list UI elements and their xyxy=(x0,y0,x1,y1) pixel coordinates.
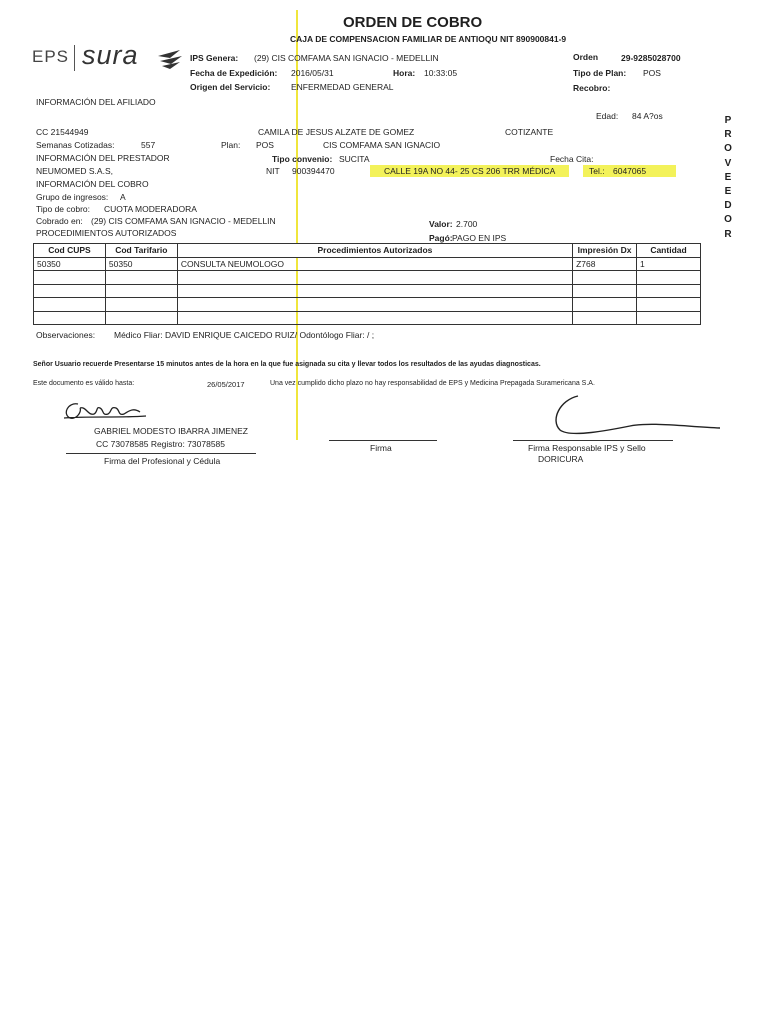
cell-cod-cups xyxy=(34,271,106,285)
ips-genera-value: (29) CIS COMFAMA SAN IGNACIO - MEDELLIN xyxy=(254,53,439,63)
document-subtitle: CAJA DE COMPENSACION FAMILIAR DE ANTIOQU NIT 890900841-9 xyxy=(290,34,567,44)
side-letter: D xyxy=(724,200,732,212)
cell-cod-tarifario xyxy=(105,271,177,285)
table-header-row xyxy=(34,244,701,258)
ips-signature-line xyxy=(513,440,673,441)
notice-text: Señor Usuario recuerde Presentarse 15 minutos antes de la hora en la que fue asignada su cita y llevar todos los resultados de las ayudas diagnosticas. xyxy=(33,361,541,368)
observaciones-value: Médico Fliar: DAVID ENRIQUE CAICEDO RUIZ/ Odontólogo Fliar: / ; xyxy=(114,330,375,340)
professional-signature-icon xyxy=(60,394,155,426)
prestador-section-title: INFORMACIÓN DEL PRESTADOR xyxy=(36,153,170,163)
cell-cod-tarifario xyxy=(105,284,177,298)
profesional-cc: CC 73078585 Registro: 73078585 xyxy=(96,439,226,449)
prestador-tel-value: 6047065 xyxy=(609,165,676,177)
origen-servicio-value: ENFERMEDAD GENERAL xyxy=(291,82,394,92)
ips-signature-icon xyxy=(530,390,725,440)
tipo-convenio-value: SUCITA xyxy=(339,154,370,164)
afiliado-cc: CC 21544949 xyxy=(36,127,89,137)
plan-label: Plan: xyxy=(221,140,241,150)
cell-impresion-dx xyxy=(573,284,637,298)
valor-label: Valor: xyxy=(429,219,453,229)
afiliado-nombre: CAMILA DE JESUS ALZATE DE GOMEZ xyxy=(258,127,415,137)
fecha-expedicion-label: Fecha de Expedición: xyxy=(190,68,278,78)
cell-procedimiento xyxy=(177,298,572,312)
side-letter: V xyxy=(724,157,732,169)
logo-sura-text: sura xyxy=(82,40,139,70)
document-title: ORDEN DE COBRO xyxy=(343,14,483,31)
eps-sura-logo xyxy=(32,42,187,76)
observaciones-label: Observaciones: xyxy=(36,330,96,340)
plan-value: POS xyxy=(256,140,274,150)
prestador-tel-label: Tel.: xyxy=(583,165,611,177)
cell-procedimiento xyxy=(177,271,572,285)
side-letter: E xyxy=(724,186,732,198)
cobrado-en-label: Cobrado en: xyxy=(36,216,83,226)
prestador-nit-value: 900394470 xyxy=(292,166,335,176)
tipo-plan-value: POS xyxy=(643,68,661,78)
valor-value: 2.700 xyxy=(456,219,478,229)
ips-name: DORICURA xyxy=(538,454,584,464)
fecha-expedicion-value: 2016/05/31 xyxy=(291,68,334,78)
fecha-cita-label: Fecha Cita: xyxy=(550,154,594,164)
side-letter: R xyxy=(724,129,732,141)
pago-label: Pagó: xyxy=(429,233,453,243)
orden-label: Orden xyxy=(573,52,599,62)
col-header-cantidad: Cantidad xyxy=(637,244,701,258)
table-row xyxy=(34,284,701,298)
side-letter: P xyxy=(724,115,732,126)
recobro-label: Recobro: xyxy=(573,83,611,93)
procedimientos-table xyxy=(33,243,701,325)
edad-label: Edad: xyxy=(596,111,619,121)
col-header-cod-tarifario: Cod Tarifario xyxy=(105,244,177,258)
cell-cod-cups: 50350 xyxy=(34,257,106,271)
cell-impresion-dx xyxy=(573,298,637,312)
side-letter: O xyxy=(724,143,732,155)
table-row xyxy=(34,298,701,312)
proveedor-vertical-text xyxy=(722,114,734,242)
side-letter: R xyxy=(724,228,732,240)
cell-impresion-dx xyxy=(573,271,637,285)
origen-servicio-label: Origen del Servicio: xyxy=(190,82,271,92)
cell-procedimiento xyxy=(177,311,572,325)
table-row xyxy=(34,257,701,271)
profesional-caption: Firma del Profesional y Cédula xyxy=(104,456,221,466)
grupo-ingresos-label: Grupo de ingresos: xyxy=(36,192,109,202)
cell-cod-tarifario: 50350 xyxy=(105,257,177,271)
cell-cantidad xyxy=(637,271,701,285)
prestador-direccion: CALLE 19A NO 44- 25 CS 206 TRR MÉDICA xyxy=(370,165,569,177)
hora-value: 10:33:05 xyxy=(424,68,458,78)
cobro-section-title: INFORMACIÓN DEL COBRO xyxy=(36,179,149,189)
cell-procedimiento xyxy=(177,284,572,298)
profesional-signature-line xyxy=(66,453,256,454)
validity-disclaimer: Una vez cumplido dicho plazo no hay responsabilidad de EPS y Medicina Prepagada Suramericana S.A. xyxy=(270,380,595,387)
pago-value: PAGO EN IPS xyxy=(452,233,507,243)
validity-date: 26/05/2017 xyxy=(207,380,245,389)
side-letter: E xyxy=(724,171,732,183)
tipo-cobro-value: CUOTA MODERADORA xyxy=(104,204,197,214)
firma-signature-line xyxy=(329,440,437,441)
tipo-plan-label: Tipo de Plan: xyxy=(573,68,627,78)
col-header-cod-cups: Cod CUPS xyxy=(34,244,106,258)
orden-value: 29-9285028700 xyxy=(621,53,681,63)
col-header-impresion-dx: Impresión Dx xyxy=(573,244,637,258)
logo-divider xyxy=(74,45,75,71)
procedimientos-title: PROCEDIMIENTOS AUTORIZADOS xyxy=(36,228,177,238)
cell-cantidad xyxy=(637,311,701,325)
grupo-ingresos-value: A xyxy=(120,192,126,202)
cell-cod-tarifario xyxy=(105,298,177,312)
tipo-cobro-label: Tipo de cobro: xyxy=(36,204,91,214)
afiliado-section-title: INFORMACIÓN DEL AFILIADO xyxy=(36,97,156,107)
tipo-convenio-label: Tipo convenio: xyxy=(272,154,333,164)
cell-cod-cups xyxy=(34,298,106,312)
afiliado-tipo: COTIZANTE xyxy=(505,127,554,137)
sura-bird-icon xyxy=(156,46,184,72)
cell-cantidad xyxy=(637,284,701,298)
cobrado-en-value: (29) CIS COMFAMA SAN IGNACIO - MEDELLIN xyxy=(91,216,276,226)
table-row xyxy=(34,311,701,325)
cell-cantidad: 1 xyxy=(637,257,701,271)
col-header-procedimientos: Procedimientos Autorizados xyxy=(177,244,572,258)
ips-genera-label: IPS Genera: xyxy=(190,53,239,63)
cell-cod-tarifario xyxy=(105,311,177,325)
cell-cod-cups xyxy=(34,284,106,298)
cell-cod-cups xyxy=(34,311,106,325)
plan-ips: CIS COMFAMA SAN IGNACIO xyxy=(323,140,441,150)
table-row xyxy=(34,271,701,285)
semanas-value: 557 xyxy=(141,140,156,150)
profesional-nombre: GABRIEL MODESTO IBARRA JIMENEZ xyxy=(94,426,248,436)
prestador-nombre: NEUMOMED S.A.S, xyxy=(36,166,113,176)
firma-caption: Firma xyxy=(370,443,392,453)
semanas-label: Semanas Cotizadas: xyxy=(36,140,115,150)
hora-label: Hora: xyxy=(393,68,416,78)
cell-procedimiento: CONSULTA NEUMOLOGO xyxy=(177,257,572,271)
cell-impresion-dx: Z768 xyxy=(573,257,637,271)
validity-label: Este documento es válido hasta: xyxy=(33,380,135,387)
cell-impresion-dx xyxy=(573,311,637,325)
prestador-nit-label: NIT xyxy=(266,166,280,176)
edad-value: 84 A?os xyxy=(632,111,663,121)
logo-eps-text: EPS xyxy=(32,47,70,66)
side-letter: O xyxy=(724,214,732,226)
ips-caption: Firma Responsable IPS y Sello xyxy=(528,443,646,453)
cell-cantidad xyxy=(637,298,701,312)
